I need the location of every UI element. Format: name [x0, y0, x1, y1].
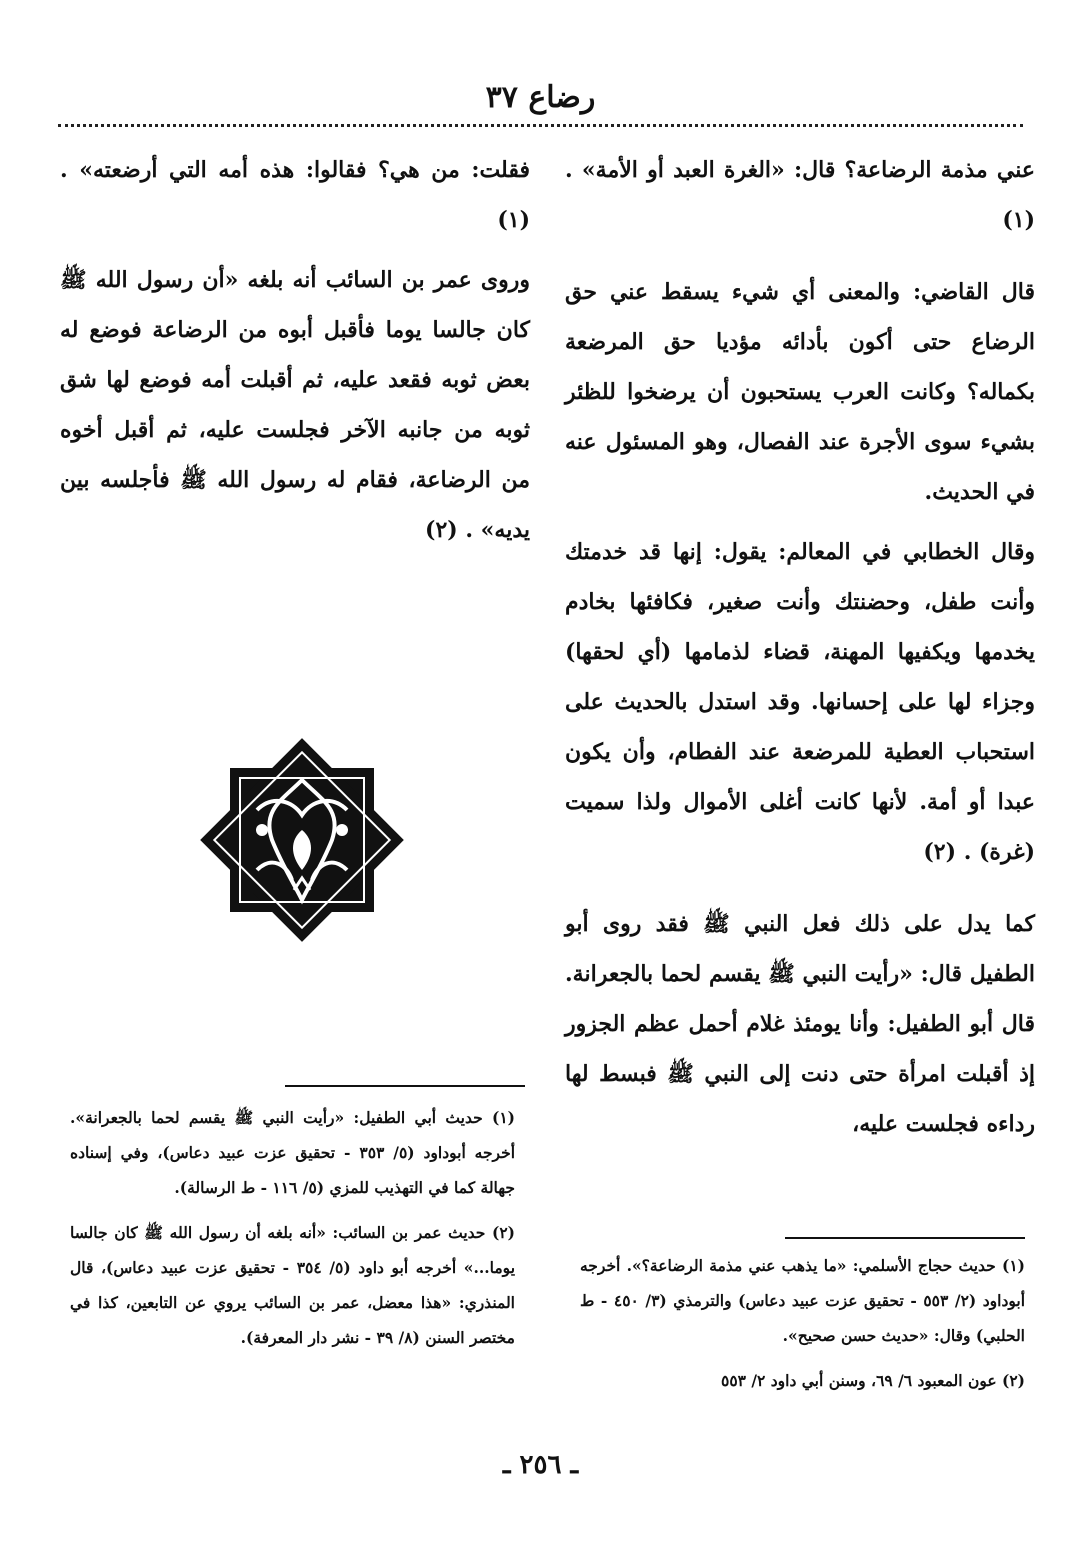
left-column	[60, 145, 530, 555]
left-footnotes	[70, 1100, 515, 1355]
right-column	[565, 145, 1035, 1149]
eight-point-star-arabesque-icon	[192, 730, 412, 950]
left-footnote-1: (١) حديث أبي الطفيل: «رأيت النبي ﷺ يقسم لحما بالجعرانة». أخرجه أبوداود (٥/ ٣٥٣ - تحقيق عزت عبيد دعاس)، وفي إسناده جهالة كما في التهذيب للمزي (٥/ ١١٦ - ط الرسالة).	[70, 1108, 515, 1197]
right-paragraph-3: وقال الخطابي في المعالم: يقول: إنها قد خدمتك وأنت طفل، وحضنتك وأنت صغير، فكافئها بخادم يخدمها ويكفيها المهنة، قضاء لذمامها (أي لحقها) وجزاء لها على إحسانها. وقد استدل بالحديث على استحباب العطية للمرضعة عند الفطام، وأن يكون عبدا أو أمة. لأنها كانت أغلى الأموال ولذا سميت (غرة) . (٢)	[565, 539, 1035, 865]
right-paragraph-4: كما يدل على ذلك فعل النبي ﷺ فقد روى أبو الطفيل قال: «رأيت النبي ﷺ يقسم لحما بالجعرانة. قال أبو الطفيل: وأنا يومئذ غلام أحمل عظم الجزور إذ أقبلت امرأة حتى دنت إلى النبي ﷺ فبسط لها رداءه فجلست عليه،	[565, 911, 1035, 1137]
page-number: ـ ٢٥٦ ـ	[502, 1450, 579, 1480]
right-footnote-rule	[785, 1237, 1025, 1239]
left-paragraph-2: وروى عمر بن السائب أنه بلغه «أن رسول الله ﷺ كان جالسا يوما فأقبل أبوه من الرضاعة فوضع له بعض ثوبه فقعد عليه، ثم أقبلت أمه فوضع لها شق ثوبه من جانبه الآخر فجلست عليه، ثم أقبل أخوه من الرضاعة، فقام له رسول الله ﷺ فأجلسه بين يديه» . (٢)	[60, 267, 530, 543]
right-paragraph-1: عني مذمة الرضاعة؟ قال: «الغرة العبد أو الأمة» . (١)	[565, 157, 1035, 233]
header-dotted-rule	[58, 124, 1023, 127]
left-footnote-2: (٢) حديث عمر بن السائب: «أنه بلغه أن رسول الله ﷺ كان جالسا يوما...» أخرجه أبو داود (٥/ ٣٥٤ - تحقيق عزت عبيد دعاس)، قال المنذري: «هذا معضل، عمر بن السائب يروي عن التابعين، كذا في مختصر السنن (٨/ ٣٩ - نشر دار المعرفة).	[70, 1223, 516, 1347]
right-footnote-2: (٢) عون المعبود ٦/ ٦٩، وسنن أبي داود ٢/ ٥٥٣	[721, 1371, 1025, 1390]
right-footnotes	[580, 1248, 1025, 1398]
running-header: رضاع ٣٧	[485, 80, 596, 115]
left-footnote-rule	[285, 1085, 525, 1087]
left-paragraph-1: فقلت: من هي؟ فقالوا: هذه أمه التي أرضعته» . (١)	[60, 157, 530, 233]
right-paragraph-2: قال القاضي: والمعنى أي شيء يسقط عني حق الرضاع حتى أكون بأدائه مؤديا حق المرضعة بكماله؟ وكانت العرب يستحبون أن يرضخوا للظئر بشيء سوى الأجرة عند الفصال، وهو المسئول عنه في الحديث.	[565, 279, 1035, 505]
right-footnote-1: (١) حديث حجاج الأسلمي: «ما يذهب عني مذمة الرضاعة؟». أخرجه أبوداود (٢/ ٥٥٣ - تحقيق عزت عبيد دعاس) والترمذي (٣/ ٤٥٠ - ط الحلبي) وقال: «حديث حسن صحيح».	[580, 1256, 1025, 1345]
